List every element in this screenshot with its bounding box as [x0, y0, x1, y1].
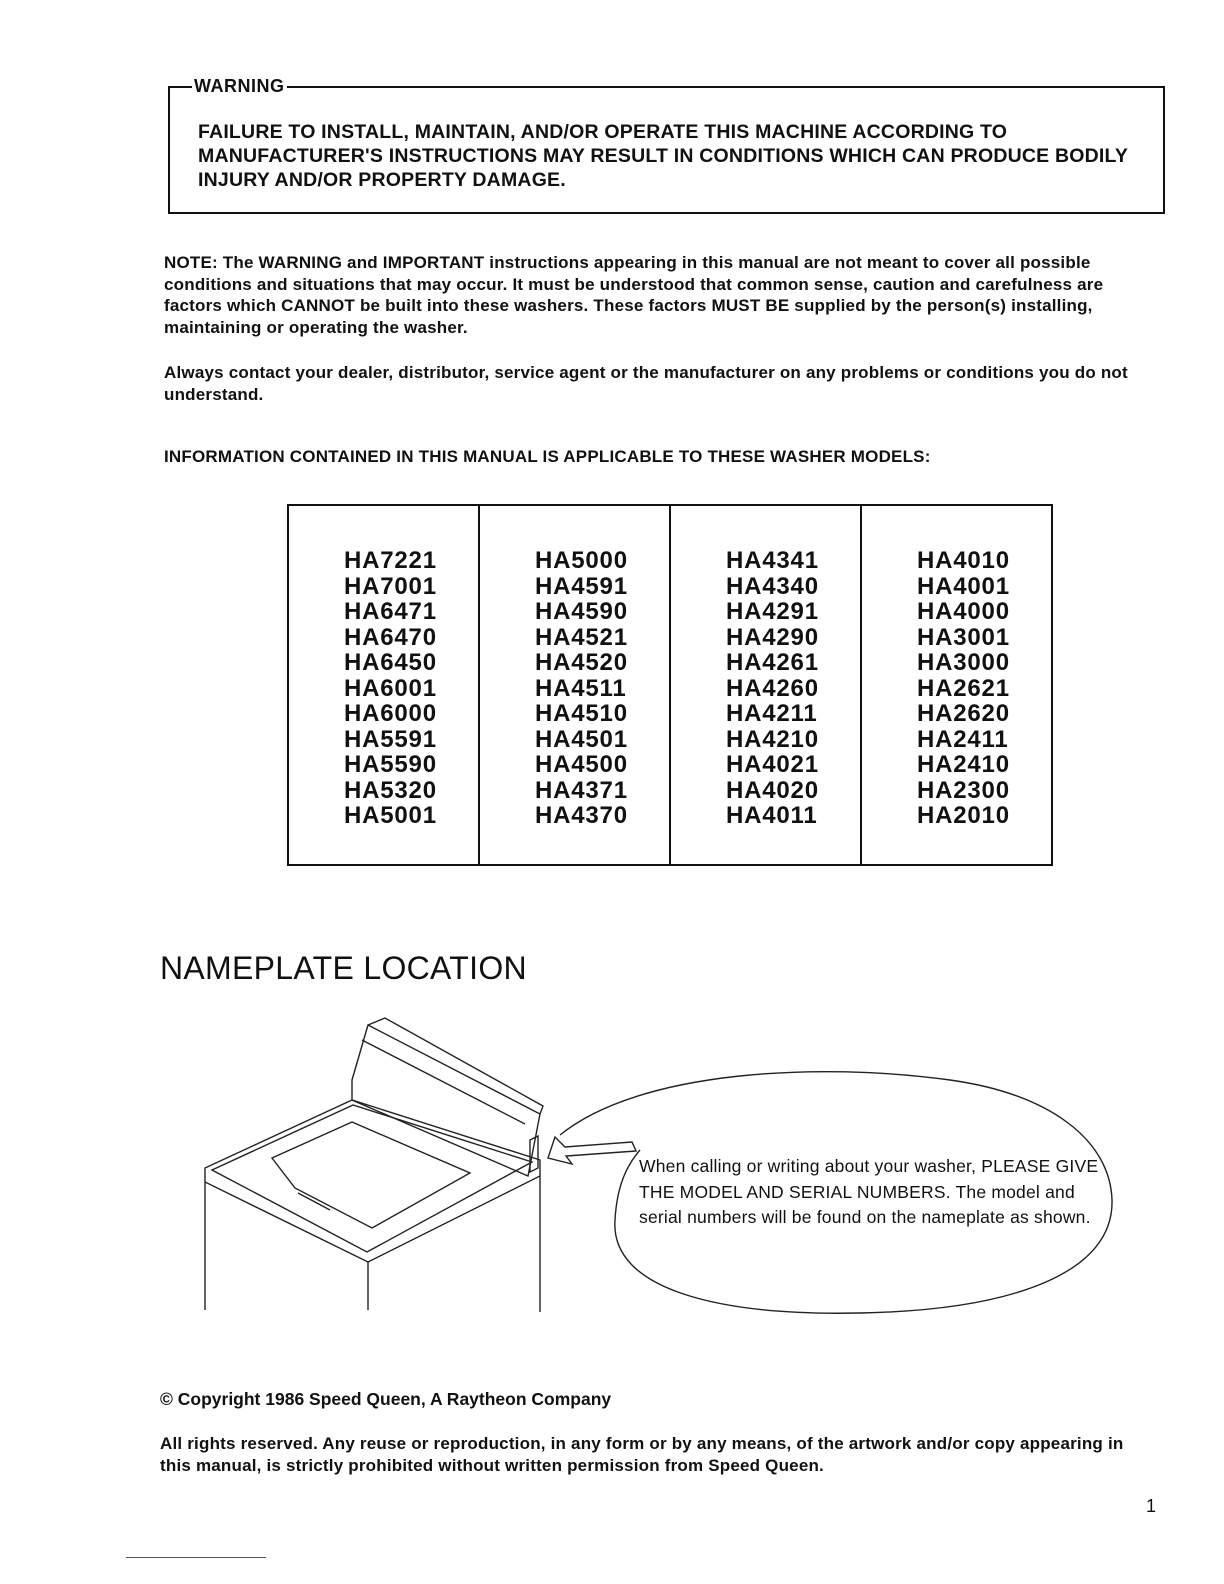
model-number: HA7221: [344, 547, 437, 574]
model-number: HA6471: [344, 598, 437, 625]
model-number: HA5591: [344, 725, 437, 753]
models-column: [289, 506, 480, 864]
model-number: HA4000: [917, 598, 1010, 625]
model-number: HA4021: [726, 751, 819, 778]
model-number: HA5590: [344, 751, 437, 778]
model-number: HA4210: [726, 725, 819, 753]
model-number: HA5001: [344, 802, 437, 829]
model-number: HA4260: [726, 674, 819, 702]
model-number: HA6470: [344, 623, 437, 651]
models-column: [862, 506, 1051, 864]
model-number: HA2620: [917, 700, 1010, 727]
models-table: [287, 504, 1053, 866]
model-number: HA5000: [535, 547, 628, 574]
warning-box: [168, 76, 1165, 214]
model-number: HA4290: [726, 623, 819, 651]
model-number: HA4010: [917, 547, 1010, 574]
model-number: HA4011: [726, 802, 818, 829]
copyright-line: © Copyright 1986 Speed Queen, A Raytheon Company: [160, 1389, 612, 1409]
model-number: HA4291: [726, 598, 819, 625]
model-number: HA4591: [535, 572, 628, 600]
model-number: HA4370: [535, 802, 628, 829]
model-number: HA2410: [917, 751, 1010, 778]
page-number: 1: [1146, 1496, 1157, 1516]
model-number: HA4020: [726, 776, 819, 804]
model-number: HA4211: [726, 700, 818, 727]
model-number: HA2411: [917, 725, 1009, 753]
nameplate-heading: NAMEPLATE LOCATION: [160, 950, 527, 986]
models-heading: INFORMATION CONTAINED IN THIS MANUAL IS APPLICABLE TO THESE WASHER MODELS:: [164, 447, 931, 466]
note-paragraph: NOTE: The WARNING and IMPORTANT instructions appearing in this manual are not meant to cover all possible conditions and situations that may occur. It must be understood that common sense, caution and carefulness are factors which CANNOT be built into these washers. These factors MUST BE supplied by the person(s) installing, maintaining or operating the washer.: [164, 253, 1104, 337]
model-number: HA2300: [917, 776, 1010, 804]
model-number: HA5320: [344, 776, 437, 804]
model-number: HA4520: [535, 649, 628, 676]
model-number: HA2010: [917, 802, 1010, 829]
model-number: HA4590: [535, 598, 628, 625]
model-number: HA4340: [726, 572, 819, 600]
model-number: HA4500: [535, 751, 628, 778]
model-number: HA6000: [344, 700, 437, 727]
model-number: HA2621: [917, 674, 1010, 702]
model-number: HA7001: [344, 572, 437, 600]
model-number: HA4511: [535, 674, 627, 702]
footer-rule: [126, 1557, 266, 1558]
model-number: HA4371: [535, 776, 628, 804]
model-number: HA6001: [344, 674, 437, 702]
warning-text: FAILURE TO INSTALL, MAINTAIN, AND/OR OPERATE THIS MACHINE ACCORDING TO MANUFACTURER'S INSTRUCTIONS MAY RESULT IN CONDITIONS WHICH CAN PRODUCE BODILY INJURY AND/OR PROPERTY DAMAGE.: [198, 121, 1128, 191]
model-number: HA4261: [726, 649, 819, 676]
models-column: [480, 506, 671, 864]
model-number: HA4001: [917, 572, 1010, 600]
arrow-icon: [548, 1137, 636, 1164]
warning-label: WARNING: [194, 76, 285, 96]
washer-illustration: [205, 1018, 543, 1312]
model-number: HA6450: [344, 649, 437, 676]
model-number: HA4501: [535, 725, 628, 753]
rights-paragraph: All rights reserved. Any reuse or reproduction, in any form or by any means, of the artwork and/or copy appearing in this manual, is strictly prohibited without written permission from Speed Queen.: [160, 1434, 1124, 1475]
nameplate-callout-text: When calling or writing about your washer, PLEASE GIVE THE MODEL AND SERIAL NUMBERS. The model and serial numbers will be found on the nameplate as shown.: [639, 1156, 1099, 1227]
model-number: HA3001: [917, 623, 1010, 651]
model-number: HA3000: [917, 649, 1010, 676]
model-number: HA4521: [535, 623, 628, 651]
contact-paragraph: Always contact your dealer, distributor, service agent or the manufacturer on any problems or conditions you do not understand.: [164, 363, 1128, 404]
model-number: HA4510: [535, 700, 628, 727]
models-column: [671, 506, 862, 864]
model-number: HA4341: [726, 547, 819, 574]
